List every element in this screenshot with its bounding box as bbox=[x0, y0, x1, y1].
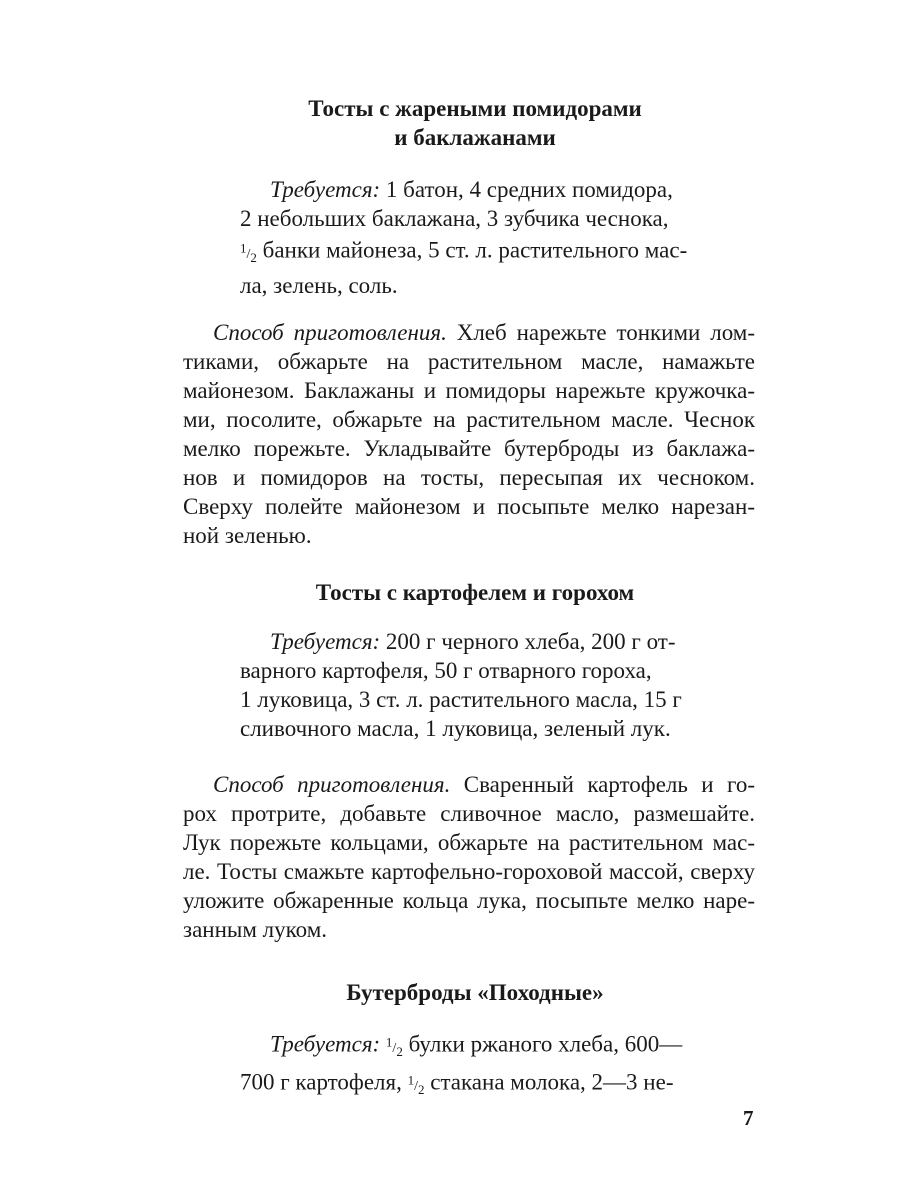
ingredients-line: сливочного масла, 1 луковица, зеленый лук. bbox=[240, 716, 671, 741]
method-line: тиками, обжарьте на растительном масле, намажьте bbox=[183, 349, 755, 374]
ingredients-line: ла, зелень, соль. bbox=[240, 273, 398, 299]
title-line: Тосты с картофелем и горохом bbox=[315, 580, 635, 605]
recipe-1-ingredients bbox=[240, 175, 710, 300]
recipe-1-title bbox=[180, 94, 770, 152]
method-line: Сверху полейте майонезом и посыпьте мелко нарезан- bbox=[183, 494, 755, 519]
method-line: Хлеб нарежьте тонкими лом- bbox=[446, 320, 755, 345]
recipe-2-method bbox=[183, 770, 755, 944]
method-line: Сваренный картофель и го- bbox=[450, 772, 755, 797]
method-line: мелко порежьте. Укладывайте бутерброды из баклажа- bbox=[183, 436, 755, 461]
ingredients-line: булки ржаного хлеба, 600— bbox=[402, 1031, 683, 1057]
method-line: ле. Тосты смажьте картофельно-гороховой массой, сверху bbox=[183, 859, 755, 884]
method-line: нов и помидоров на тосты, пересыпая их чесноком. bbox=[183, 465, 755, 490]
recipe-2-ingredients bbox=[240, 627, 710, 743]
ingredients-line: 1 луковица, 3 ст. л. растительного масла, 15 г bbox=[240, 687, 682, 712]
method-line: ми, посолите, обжарьте на растительном масле. Чеснок bbox=[183, 407, 755, 432]
requires-label: Требуется: bbox=[270, 629, 381, 654]
method-line: уложите обжаренные кольца лука, посыпьте мелко наре- bbox=[183, 888, 755, 913]
method-line: рох протрите, добавьте сливочное масло, размешайте. bbox=[183, 801, 755, 826]
method-line: майонезом. Баклажаны и помидоры нарежьте кружочка- bbox=[183, 378, 755, 403]
ingredients-line: 200 г черного хлеба, 200 г от- bbox=[380, 629, 676, 654]
method-label: Способ приготовления. bbox=[213, 320, 447, 345]
title-line: Бутерброды «Походные» bbox=[346, 980, 604, 1005]
ingredients-line: банки майонеза, 5 ст. л. растительного мас- bbox=[262, 237, 688, 263]
ingredients-line: 1 батон, 4 средних помидора, bbox=[380, 177, 673, 202]
ingredients-line: 700 г картофеля, bbox=[240, 1070, 402, 1096]
recipe-3-ingredients bbox=[240, 1027, 710, 1104]
fraction-half: $^1/_2$ bbox=[240, 240, 257, 265]
requires-label: Требуется: bbox=[270, 177, 381, 202]
method-label: Способ приготовления. bbox=[213, 772, 451, 797]
method-line: занным луком. bbox=[183, 917, 328, 942]
ingredients-line: варного картофеля, 50 г отварного гороха, bbox=[240, 658, 652, 683]
method-line: Лук порежьте кольцами, обжарьте на растительном мас- bbox=[183, 830, 755, 855]
title-line: Тосты с жареными помидорами bbox=[308, 96, 642, 121]
method-line: ной зеленью. bbox=[183, 523, 312, 548]
ingredients-line: стакана молока, 2—3 не- bbox=[424, 1070, 674, 1096]
fraction-half: $^1/_2$ bbox=[385, 1034, 403, 1059]
recipe-2-title bbox=[180, 578, 770, 607]
ingredients-line: 2 небольших баклажана, 3 зубчика чеснока, bbox=[240, 206, 669, 231]
page-number: 7 bbox=[743, 1106, 754, 1130]
fraction-half: $^1/_2$ bbox=[407, 1072, 425, 1097]
recipe-3-title bbox=[180, 978, 770, 1007]
requires-label: Требуется: bbox=[270, 1031, 381, 1057]
title-line: и баклажанами bbox=[394, 125, 556, 150]
recipe-1-method bbox=[183, 318, 755, 550]
